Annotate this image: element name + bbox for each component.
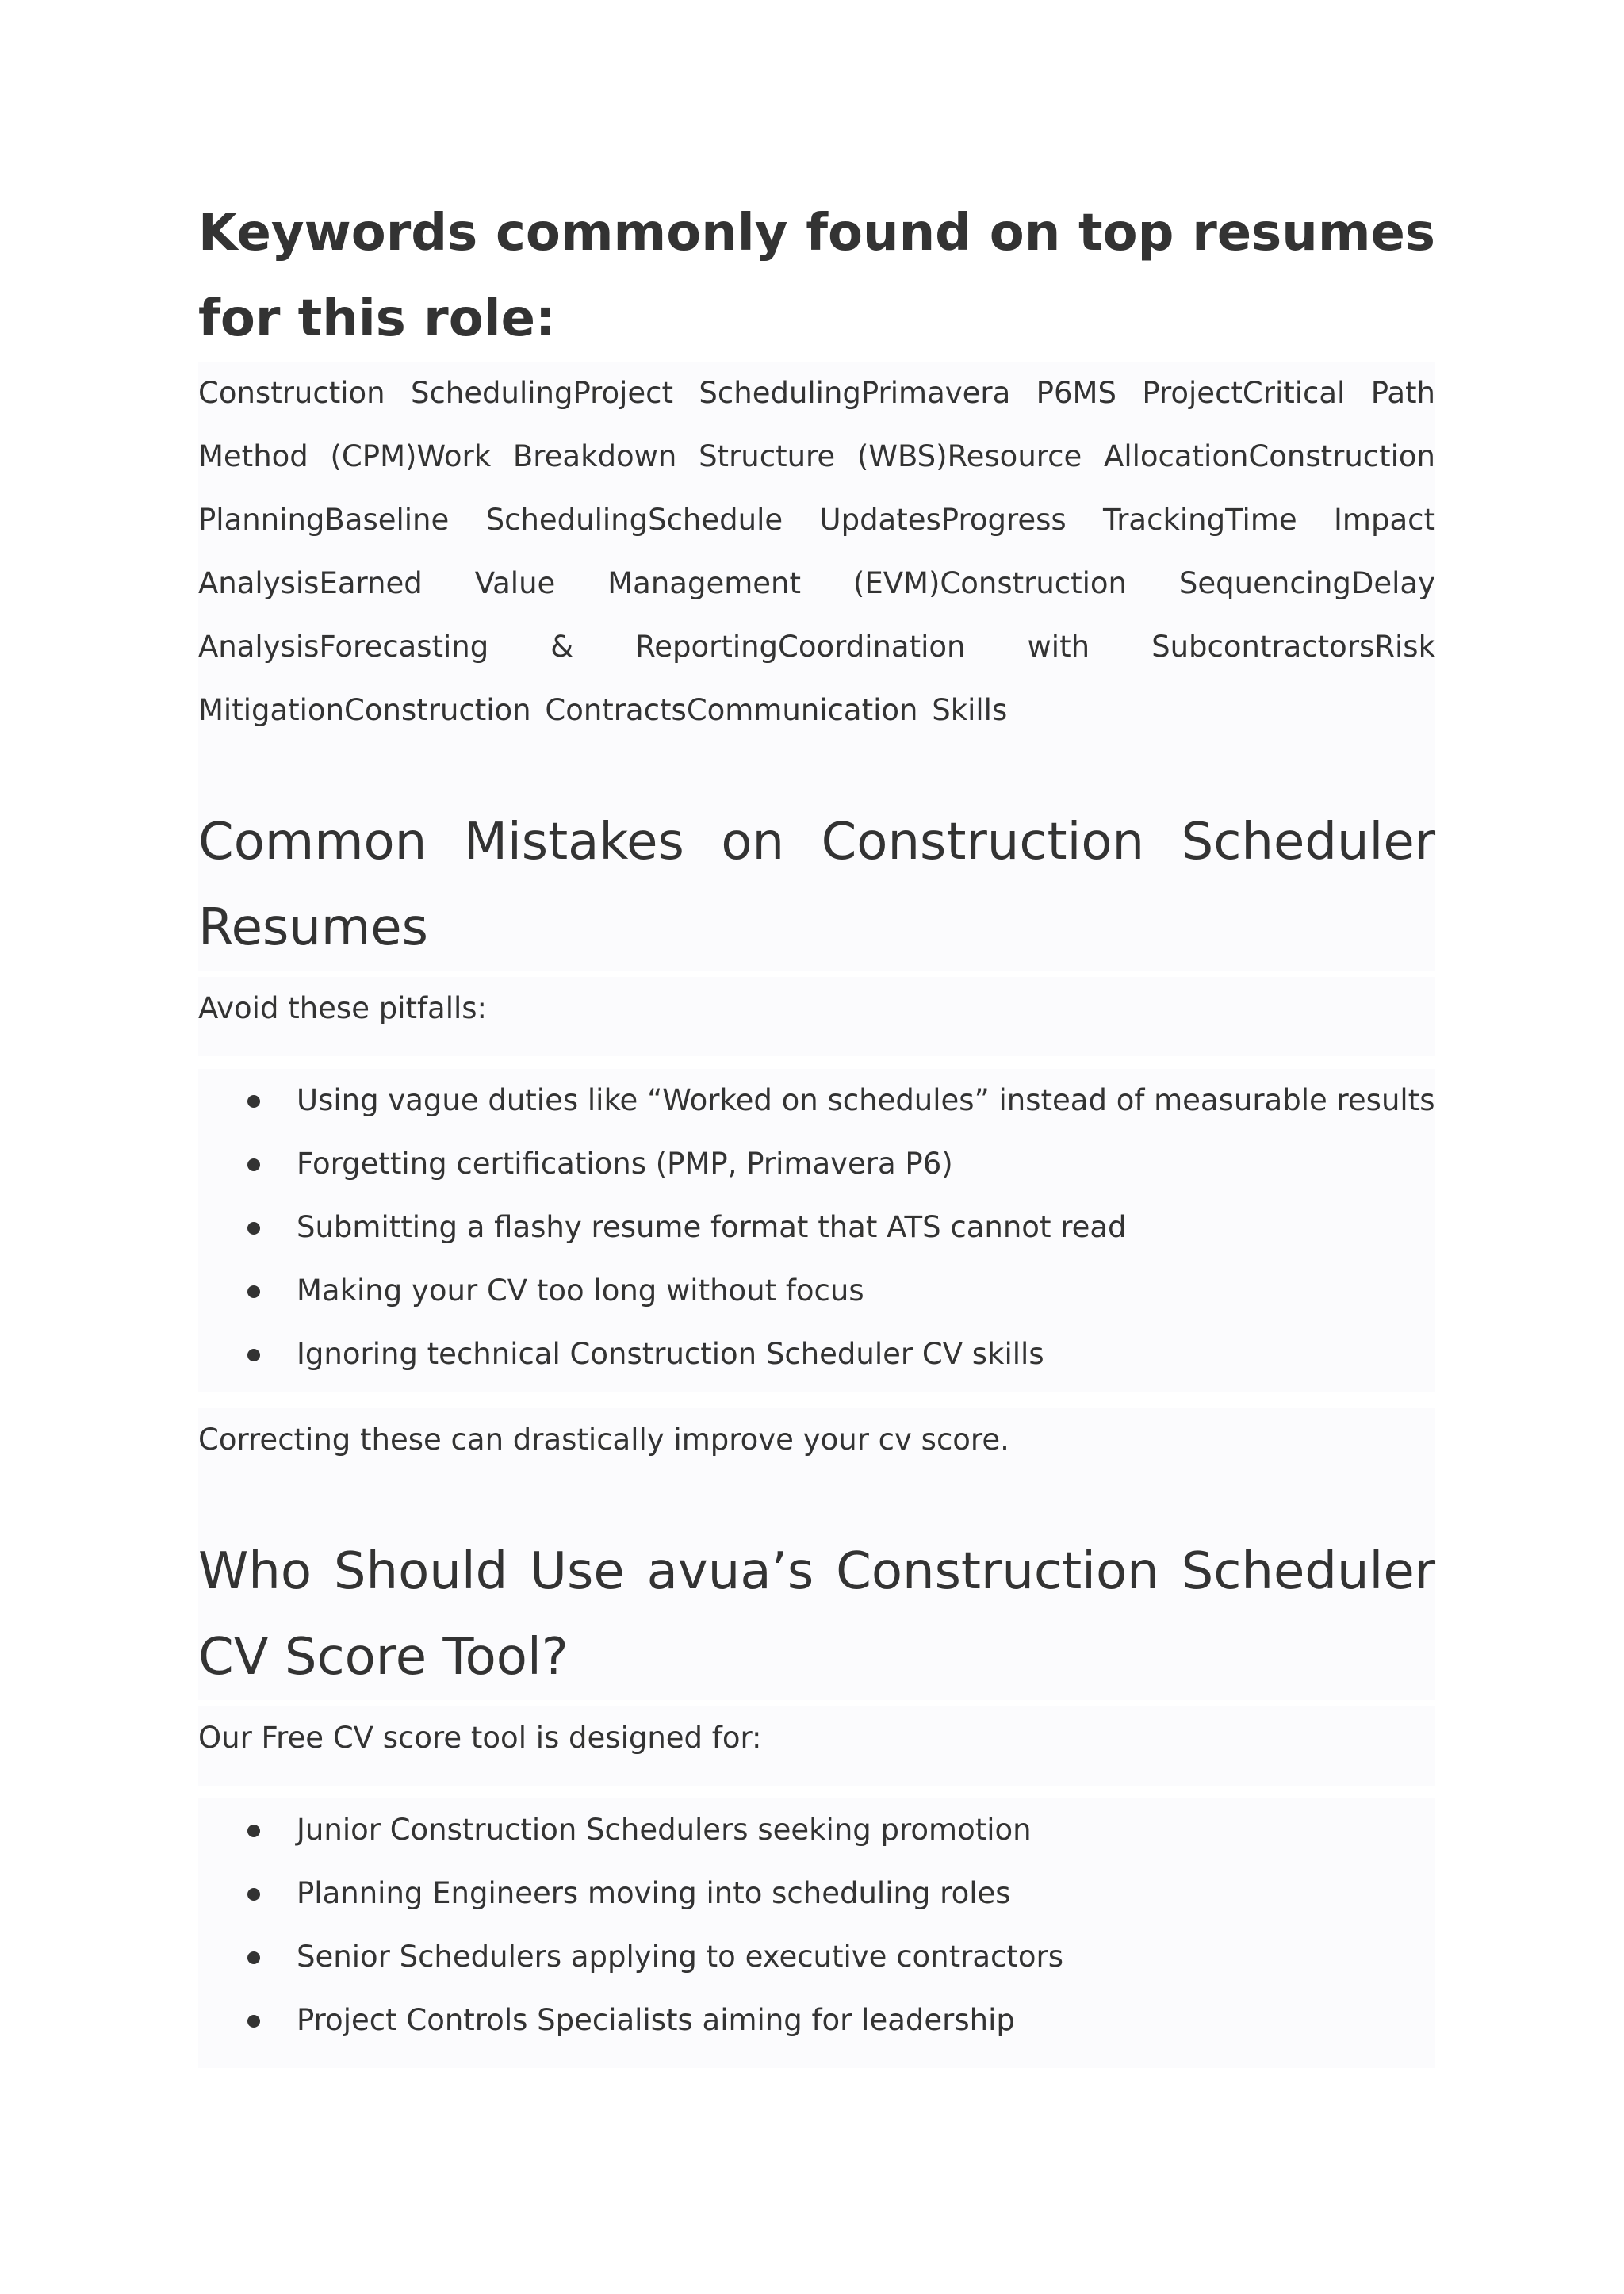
document-page [198, 190, 1435, 2068]
bullet-icon [247, 1888, 260, 1901]
list-item [246, 1132, 1435, 1196]
who-list [198, 1798, 1435, 2068]
list-item-text: Senior Schedulers applying to executive contractors [297, 1940, 1064, 1974]
bullet-icon [247, 2015, 260, 2028]
who-section [198, 1519, 1435, 2068]
list-item [246, 1798, 1435, 1862]
list-item-text: Forgetting certifications (PMP, Primavera P6) [297, 1147, 953, 1181]
list-item [246, 1196, 1435, 1259]
list-item-text: Making your CV too long without focus [297, 1273, 864, 1308]
keywords-section [198, 190, 1435, 790]
mistakes-heading: Common Mistakes on Construction Scheduler Resumes [198, 813, 1435, 957]
list-item [246, 1069, 1435, 1132]
who-heading: Who Should Use avua’s Construction Scheduler CV Score Tool? [198, 1542, 1435, 1687]
list-item [246, 1925, 1435, 1989]
keywords-list-text: Construction SchedulingProject SchedulingPrimavera P6MS ProjectCritical Path Method (CPM)Work Breakdown Structure (WBS)Resource AllocationConstruction PlanningBaseline SchedulingSchedule UpdatesProgress TrackingTime Impact AnalysisEarned Value Management (EVM)Construction SequencingDelay AnalysisForecasting & ReportingCoordination with SubcontractorsRisk MitigationConstruction ContractsCommunication Skills [198, 362, 1435, 790]
list-item-text: Using vague duties like “Worked on schedules” instead of measurable results [297, 1083, 1435, 1117]
list-item-text: Project Controls Specialists aiming for leadership [297, 2003, 1015, 2037]
bullet-icon [247, 1825, 260, 1837]
mistakes-list [198, 1069, 1435, 1392]
mistakes-intro: Avoid these pitfalls: [198, 977, 1435, 1056]
bullet-icon [247, 1095, 260, 1108]
mistakes-heading-block [198, 790, 1435, 971]
list-item [246, 1989, 1435, 2052]
list-item [246, 1862, 1435, 1925]
who-heading-block [198, 1519, 1435, 1700]
who-intro: Our Free CV score tool is designed for: [198, 1706, 1435, 1786]
list-item-text: Junior Construction Schedulers seeking promotion [297, 1813, 1032, 1847]
bullet-icon [247, 1349, 260, 1361]
list-item-text: Ignoring technical Construction Scheduler CV skills [297, 1337, 1044, 1371]
list-item-text: Submitting a flashy resume format that ATS cannot read [297, 1210, 1127, 1244]
keywords-heading: Keywords commonly found on top resumes for this role: [198, 204, 1435, 348]
mistakes-outro: Correcting these can drastically improve your cv score. [198, 1408, 1435, 1519]
bullet-icon [247, 1158, 260, 1171]
bullet-icon [247, 1285, 260, 1298]
mistakes-section [198, 790, 1435, 1519]
list-item-text: Planning Engineers moving into scheduling roles [297, 1876, 1011, 1910]
list-item [246, 1259, 1435, 1323]
list-item [246, 1323, 1435, 1386]
bullet-icon [247, 1222, 260, 1235]
bullet-icon [247, 1951, 260, 1964]
